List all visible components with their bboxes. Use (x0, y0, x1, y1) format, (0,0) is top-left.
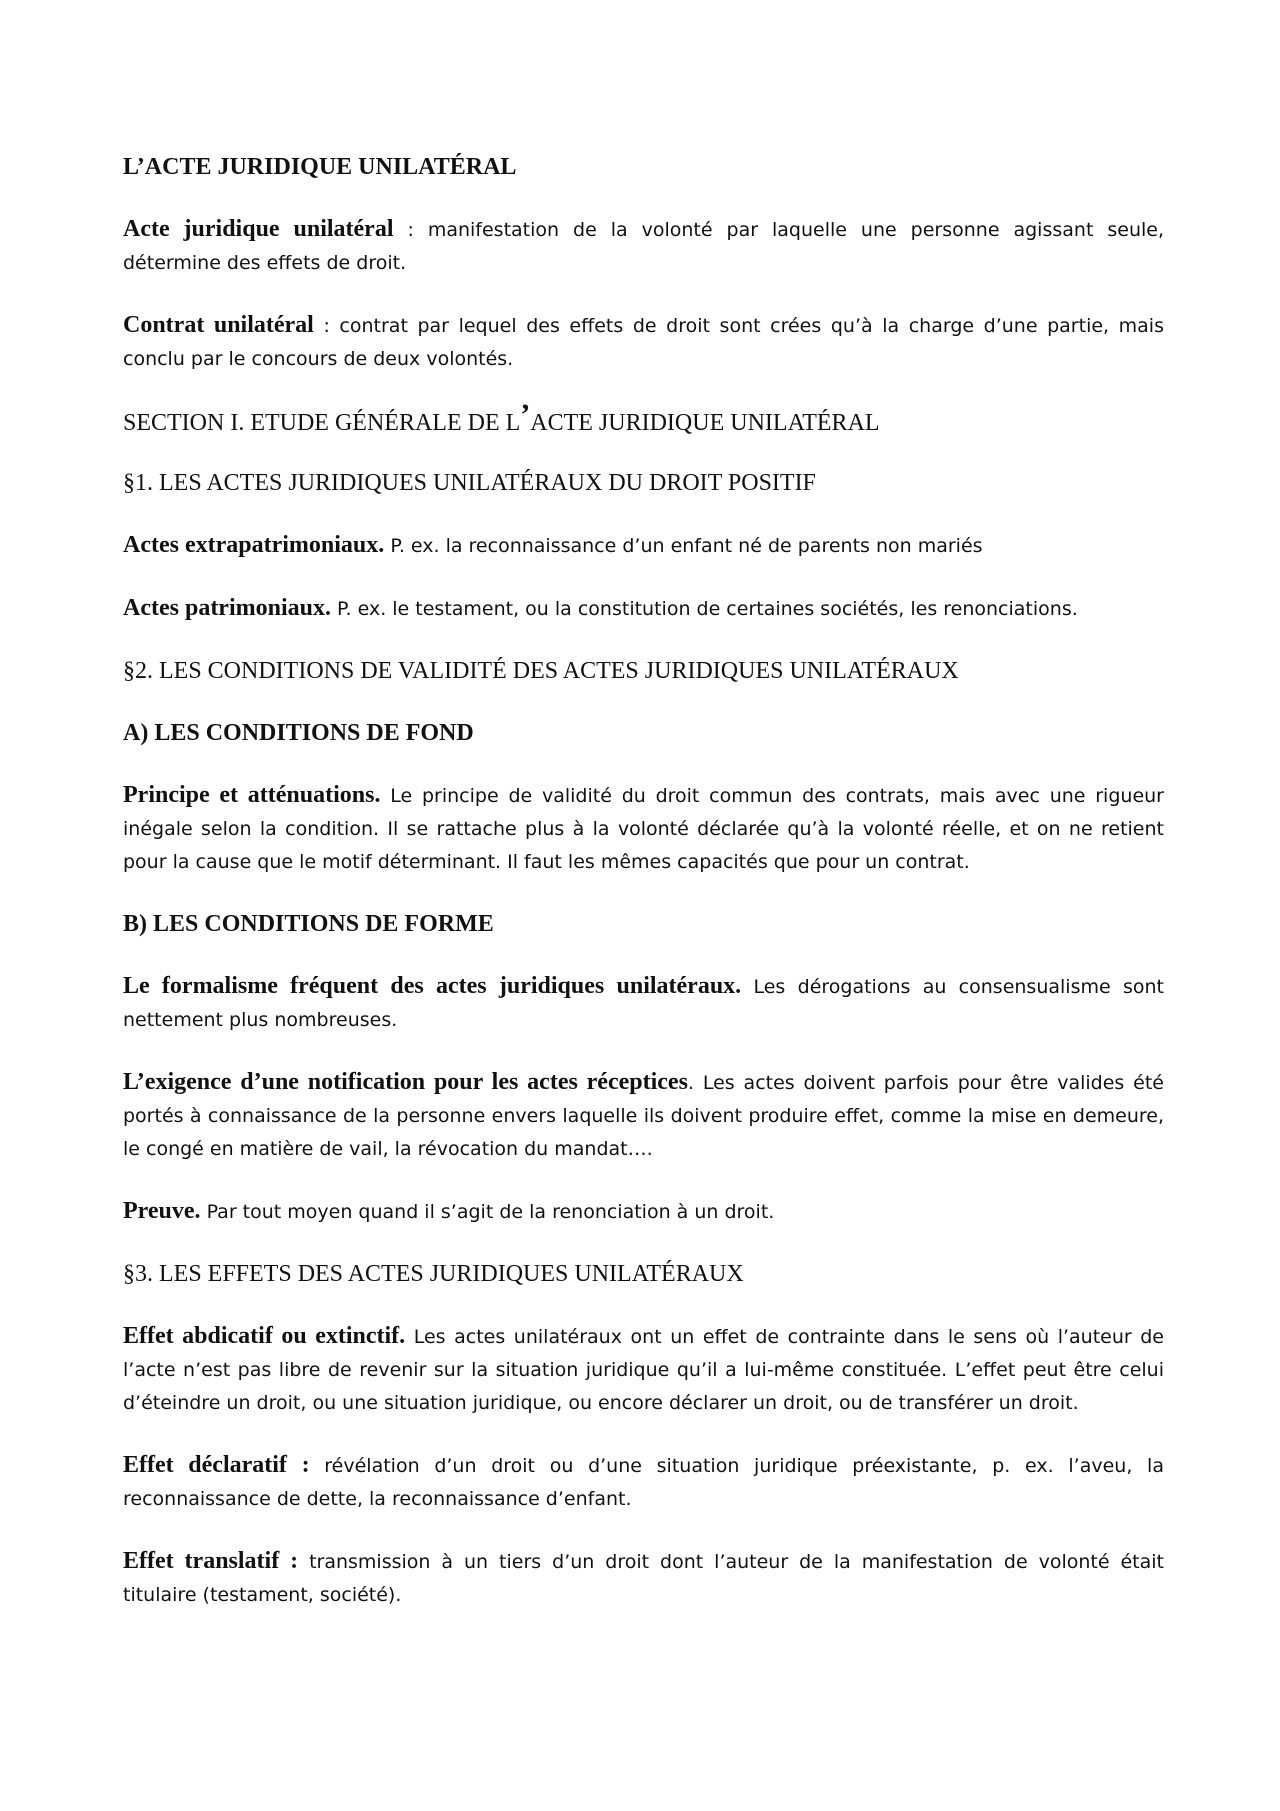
section-1-heading-apostrophe: ’ (520, 398, 531, 431)
sub-b-heading: B) LES CONDITIONS DE FORME (123, 911, 494, 937)
item-actes-extrapatrimoniaux (123, 529, 1164, 562)
item-effet-declaratif (123, 1449, 1164, 1515)
definition-term: Contrat unilatéral (123, 312, 314, 338)
item-notification (123, 1066, 1164, 1165)
document-page (123, 151, 1164, 1641)
item-term: Le formalisme fréquent des actes juridiques unilatéraux. (123, 973, 742, 999)
paragraph-2-heading: §2. LES CONDITIONS DE VALIDITÉ DES ACTES JURIDIQUES UNILATÉRAUX (123, 658, 959, 684)
item-text: Les actes unilatéraux ont un effet de contrainte dans le sens où l’auteur de l’acte n’est pas libre de revenir sur la situation juridique qu’il a lui-même constituée. L’effet peut être celui d’éteindre un droit, ou une situation juridique, ou encore déclarer un droit, ou de transférer un droit. (123, 1326, 1164, 1414)
definition-text: : contrat par lequel des effets de droit sont crées qu’à la charge d’une partie, mais conclu par le concours de deux volontés. (123, 315, 1164, 370)
item-text: P. ex. la reconnaissance d’un enfant né de parents non mariés (384, 535, 983, 557)
item-term: Actes extrapatrimoniaux. (123, 532, 385, 558)
definition-term: Acte juridique unilatéral (123, 216, 394, 242)
item-text: Les dérogations au consensualisme sont nettement plus nombreuses. (123, 976, 1164, 1031)
item-text: Le principe de validité du droit commun des contrats, mais avec une rigueur inégale selon la condition. Il se rattache plus à la volonté déclarée qu’à la volonté réelle, et on ne retient pour la cause que le motif déterminant. Il faut les mêmes capacités que pour un contrat. (123, 785, 1164, 873)
item-text: . Les actes doivent parfois pour être valides été portés à connaissance de la personne envers laquelle ils doivent produire effet, comme la mise en demeure, le congé en matière de vail, la révocation du mandat…. (123, 1072, 1164, 1160)
definition-acte-unilateral (123, 213, 1164, 279)
item-term: Effet abdicatif ou extinctif. (123, 1323, 406, 1349)
section-1-heading-part2: ACTE JURIDIQUE UNILATÉRAL (530, 410, 880, 436)
document-title: L’ACTE JURIDIQUE UNILATÉRAL (123, 154, 517, 180)
paragraph-1-heading: §1. LES ACTES JURIDIQUES UNILATÉRAUX DU DROIT POSITIF (123, 470, 816, 496)
item-term: Preuve. (123, 1198, 201, 1224)
item-effet-translatif (123, 1545, 1164, 1611)
item-term: Effet translatif : (123, 1548, 299, 1574)
item-effet-abdicatif (123, 1320, 1164, 1419)
item-term: L’exigence d’une notification pour les actes réceptices (123, 1069, 688, 1095)
sub-a-heading: A) LES CONDITIONS DE FOND (123, 720, 474, 746)
definition-contrat-unilateral (123, 309, 1164, 375)
item-term: Actes patrimoniaux. (123, 595, 331, 621)
item-actes-patrimoniaux (123, 592, 1164, 625)
section-1-heading (123, 398, 1164, 439)
definition-text: : manifestation de la volonté par laquelle une personne agissant seule, détermine des effets de droit. (123, 219, 1164, 274)
item-text: transmission à un tiers d’un droit dont l’auteur de la manifestation de volonté était titulaire (testament, société). (123, 1551, 1165, 1606)
item-text: P. ex. le testament, ou la constitution de certaines sociétés, les renonciations. (330, 598, 1078, 620)
paragraph-3-heading: §3. LES EFFETS DES ACTES JURIDIQUES UNILATÉRAUX (123, 1261, 744, 1287)
item-term: Effet déclaratif : (123, 1452, 310, 1478)
item-principe-attenuations (123, 779, 1164, 878)
item-text: Par tout moyen quand il s’agit de la renonciation à un droit. (200, 1201, 775, 1223)
section-1-heading-part1: SECTION I. ETUDE GÉNÉRALE DE L (123, 410, 521, 436)
item-preuve (123, 1195, 1164, 1228)
item-formalisme (123, 970, 1164, 1036)
item-term: Principe et atténuations. (123, 782, 381, 808)
item-text: révélation d’un droit ou d’une situation juridique préexistante, p. ex. l’aveu, la reconnaissance de dette, la reconnaissance d’enfant. (123, 1455, 1164, 1510)
